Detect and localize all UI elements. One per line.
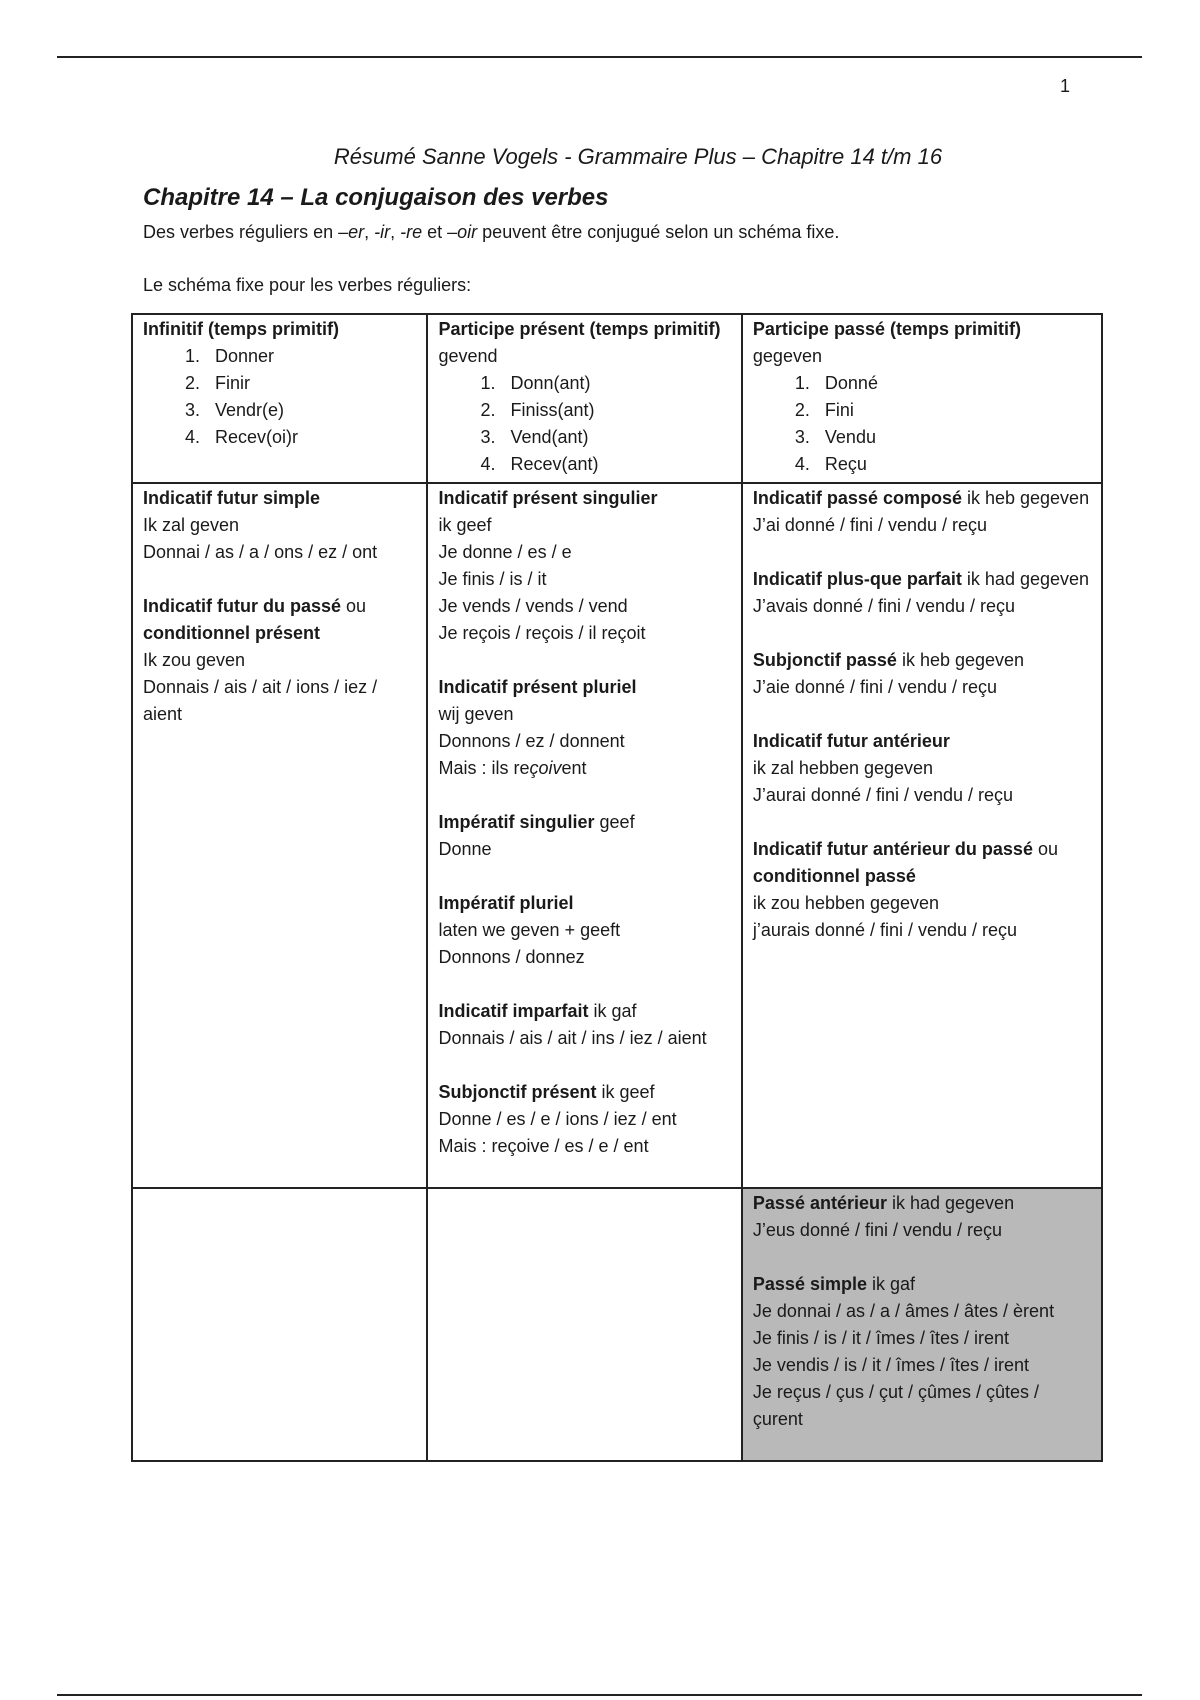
group-subjonctif-present	[438, 1079, 730, 1160]
imparfait-heading	[438, 998, 730, 1025]
futur-du-passe-line: Ik zou geven	[143, 650, 246, 670]
imperatif-pluriel-line: Donnons / donnez	[438, 947, 585, 967]
list-item: 4. Recev(oi)r	[205, 424, 416, 451]
passe-simple-line: Je donnai / as / a / âmes / âtes / èrent	[752, 1301, 1055, 1321]
participe-passe-note: gegeven	[752, 346, 822, 366]
group-passe-simple	[753, 1271, 1091, 1433]
passe-anterieur-note: ik had gegeven	[886, 1193, 1015, 1213]
imperatif-singulier-line: Donne	[438, 839, 492, 859]
present-pluriel-line: Donnons / ez / donnent	[438, 731, 625, 751]
participe-passe-title: Participe passé (temps primitif)	[752, 319, 1021, 339]
participe-passe-list	[753, 370, 1091, 478]
imparfait-title: Indicatif imparfait	[438, 1001, 589, 1021]
group-subjonctif-passe	[753, 647, 1091, 701]
subjonctif-passe-line: J’aie donné / fini / vendu / reçu	[752, 677, 998, 697]
passe-simple-line: Je vendis / is / it / îmes / îtes / irent	[752, 1355, 1029, 1375]
participe-present-note: gevend	[438, 346, 498, 366]
participe-present-title: Participe présent (temps primitif)	[438, 319, 721, 339]
futur-simple-line: Ik zal geven	[143, 515, 240, 535]
empty-cell	[427, 1188, 741, 1461]
infinitif-title: Infinitif (temps primitif)	[143, 319, 339, 339]
intro-re: -re	[400, 222, 423, 242]
intro-oir: –oir	[447, 222, 478, 242]
cell-infinitif	[132, 314, 427, 483]
futur-simple-line: Donnai / as / a / ons / ez / ont	[143, 542, 378, 562]
futur-anterieur-passe-line: ik zou hebben gegeven	[752, 893, 940, 913]
participe-present-heading	[438, 316, 730, 370]
futur-anterieur-line: ik zal hebben gegeven	[752, 758, 934, 778]
present-singulier-line: Je donne / es / e	[438, 542, 572, 562]
subjonctif-passe-heading	[753, 647, 1091, 674]
subjonctif-passe-note: ik heb gegeven	[896, 650, 1025, 670]
empty-cell	[132, 1188, 427, 1461]
table-row	[132, 1188, 1102, 1461]
list-item: 2. Finiss(ant)	[500, 397, 730, 424]
group-futur-anterieur	[753, 728, 1091, 809]
cell-participe-present	[427, 314, 741, 483]
cell-present	[427, 483, 741, 1188]
present-pluriel-line: wij geven	[438, 704, 514, 724]
intro-text-after: peuvent être conjugué selon un schéma fixe.	[477, 222, 840, 242]
futur-anterieur-line: J’aurai donné / fini / vendu / reçu	[752, 785, 1014, 805]
plus-que-parfait-note: ik had gegeven	[961, 569, 1090, 589]
passe-compose-heading	[753, 485, 1091, 512]
futur-anterieur-passe-title: Indicatif futur antérieur du passé	[752, 839, 1033, 859]
imparfait-line: Donnais / ais / ait / ins / iez / aient	[438, 1028, 707, 1048]
imperatif-singulier-heading	[438, 809, 730, 836]
passe-anterieur-line: J’eus donné / fini / vendu / reçu	[752, 1220, 1003, 1240]
passe-simple-heading	[753, 1271, 1091, 1298]
cell-passe	[742, 483, 1102, 1188]
futur-simple-title: Indicatif futur simple	[143, 488, 321, 508]
top-rule	[57, 56, 1142, 58]
group-futur-simple	[143, 485, 416, 566]
table-row	[132, 314, 1102, 483]
passe-simple-title: Passé simple	[752, 1274, 867, 1294]
present-pluriel-exception	[438, 755, 730, 782]
plus-que-parfait-heading	[753, 566, 1091, 593]
intro-text-before: Des verbes réguliers en	[143, 222, 339, 242]
table-caption: Le schéma fixe pour les verbes réguliers:	[143, 275, 472, 295]
group-futur-du-passe	[143, 593, 416, 728]
conditionnel-passe-title: conditionnel passé	[752, 866, 916, 886]
group-imperatif-singulier	[438, 809, 730, 863]
passe-compose-note: ik heb gegeven	[961, 488, 1090, 508]
subjonctif-present-heading	[438, 1079, 730, 1106]
passe-simple-note: ik gaf	[866, 1274, 916, 1294]
group-passe-anterieur	[753, 1190, 1091, 1244]
group-present-pluriel	[438, 674, 730, 782]
group-present-singulier	[438, 485, 730, 647]
futur-anterieur-title: Indicatif futur antérieur	[752, 731, 950, 751]
bottom-rule	[57, 1694, 1142, 1696]
imperatif-singulier-title: Impératif singulier	[438, 812, 595, 832]
cell-passe-litteraire	[742, 1188, 1102, 1461]
document-body	[143, 144, 1103, 302]
present-singulier-line: Je reçois / reçois / il reçoit	[438, 623, 646, 643]
present-singulier-line: Je finis / is / it	[438, 569, 547, 589]
list-item: 1. Donn(ant)	[500, 370, 730, 397]
passe-anterieur-heading	[753, 1190, 1091, 1217]
group-imparfait	[438, 998, 730, 1052]
imperatif-singulier-note: geef	[594, 812, 635, 832]
conditionnel-present-title: conditionnel présent	[143, 623, 321, 643]
imperatif-pluriel-title: Impératif pluriel	[438, 893, 574, 913]
futur-du-passe-or: ou	[341, 596, 367, 616]
cell-participe-passe	[742, 314, 1102, 483]
subjonctif-present-line: Mais : reçoive / es / e / ent	[438, 1136, 649, 1156]
intro-and: et	[422, 222, 448, 242]
subjonctif-passe-title: Subjonctif passé	[752, 650, 897, 670]
list-item: 3. Vendu	[815, 424, 1091, 451]
imparfait-note: ik gaf	[588, 1001, 637, 1021]
list-item: 2. Finir	[205, 370, 416, 397]
futur-anterieur-passe-line: j’aurais donné / fini / vendu / reçu	[752, 920, 1018, 940]
futur-du-passe-heading	[143, 593, 416, 620]
exception-italic: çoiv	[529, 758, 562, 778]
imperatif-pluriel-line: laten we geven + geeft	[438, 920, 621, 940]
chapter-intro	[143, 222, 1103, 243]
intro-er: –er	[338, 222, 365, 242]
chapter-title: Chapitre 14 – La conjugaison des verbes	[143, 184, 609, 211]
futur-anterieur-passe-heading	[753, 836, 1091, 863]
present-singulier-line: Je vends / vends / vend	[438, 596, 628, 616]
conjugation-table	[131, 313, 1103, 1462]
subjonctif-present-title: Subjonctif présent	[438, 1082, 597, 1102]
plus-que-parfait-title: Indicatif plus-que parfait	[752, 569, 962, 589]
page-number: 1	[1059, 76, 1070, 96]
group-imperatif-pluriel	[438, 890, 730, 971]
group-passe-compose	[753, 485, 1091, 539]
list-item: 4. Reçu	[815, 451, 1091, 478]
intro-sep2: ,	[390, 222, 401, 242]
passe-anterieur-title: Passé antérieur	[752, 1193, 887, 1213]
passe-simple-line: Je finis / is / it / îmes / îtes / irent	[752, 1328, 1009, 1348]
intro-sep1: ,	[364, 222, 375, 242]
futur-du-passe-line: Donnais / ais / ait / ions / iez / aient	[143, 677, 378, 724]
subjonctif-present-line: Donne / es / e / ions / iez / ent	[438, 1109, 677, 1129]
futur-anterieur-passe-or: ou	[1032, 839, 1058, 859]
group-plus-que-parfait	[753, 566, 1091, 620]
list-item: 4. Recev(ant)	[500, 451, 730, 478]
subjonctif-present-note: ik geef	[596, 1082, 655, 1102]
cell-futur	[132, 483, 427, 1188]
exception-suffix: ent	[561, 758, 587, 778]
table-row	[132, 483, 1102, 1188]
list-item: 2. Fini	[815, 397, 1091, 424]
present-singulier-title: Indicatif présent singulier	[438, 488, 658, 508]
present-pluriel-title: Indicatif présent pluriel	[438, 677, 637, 697]
document-header: Résumé Sanne Vogels - Grammaire Plus – Chapitre 14 t/m 16	[333, 144, 943, 169]
group-futur-anterieur-du-passe	[753, 836, 1091, 944]
futur-du-passe-title: Indicatif futur du passé	[143, 596, 342, 616]
participe-present-list	[438, 370, 730, 478]
passe-compose-line: J’ai donné / fini / vendu / reçu	[752, 515, 988, 535]
intro-ir: -ir	[374, 222, 391, 242]
passe-compose-title: Indicatif passé composé	[752, 488, 962, 508]
list-item: 3. Vend(ant)	[500, 424, 730, 451]
exception-prefix: Mais : ils re	[438, 758, 530, 778]
list-item: 1. Donner	[205, 343, 416, 370]
infinitif-list	[143, 343, 416, 451]
present-singulier-line: ik geef	[438, 515, 492, 535]
list-item: 3. Vendr(e)	[205, 397, 416, 424]
passe-simple-line: Je reçus / çus / çut / çûmes / çûtes / çurent	[752, 1382, 1040, 1429]
list-item: 1. Donné	[815, 370, 1091, 397]
plus-que-parfait-line: J’avais donné / fini / vendu / reçu	[752, 596, 1016, 616]
